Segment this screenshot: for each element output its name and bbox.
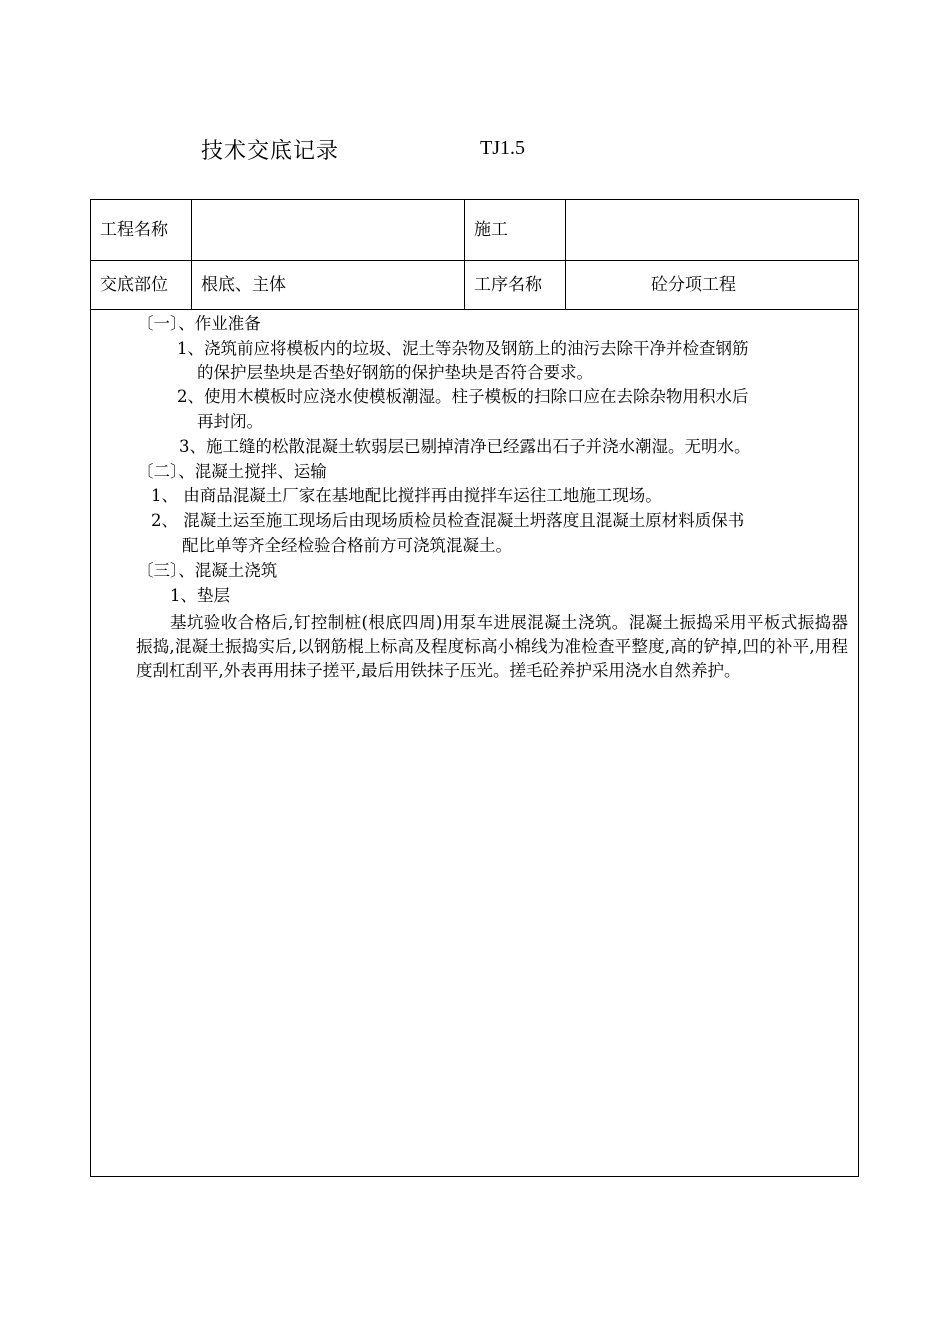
row-divider-2	[91, 309, 858, 310]
content-line: 2、 混凝土运至施工现场后由现场质检员检查混凝土坍落度且混凝土原材料质保书	[151, 511, 745, 530]
subsection-heading: 1、垫层	[170, 586, 230, 605]
content-line: 3、施工缝的松散混凝土软弱层已剔掉清净已经露出石子并浇水潮湿。无明水。	[179, 437, 751, 456]
briefing-part-label: 交底部位	[100, 275, 168, 295]
content-line: 的保护层垫块是否垫好钢筋的保护垫块是否符合要求。	[197, 363, 593, 382]
briefing-part-value: 根底、主体	[201, 275, 286, 295]
content-line: 配比单等齐全经检验合格前方可浇筑混凝土。	[182, 536, 512, 555]
section-heading-2: 〔二〕、混凝土搅拌、运输	[137, 462, 327, 481]
record-table	[90, 199, 859, 1177]
project-name-label: 工程名称	[100, 220, 168, 240]
cushion-layer-paragraph: 基坑验收合格后,钉控制桩(根底四周)用泵车进展混凝土浇筑。混凝土振捣采用平板式振捣器振捣,混凝土振捣实后,以钢筋棍上标高及程度标高小棉线为准检查平整度,高的铲掉,凹的补平,用程度刮杠刮平,外表再用抹子搓平,最后用铁抹子压光。搓毛砼养护采用浇水自然养护。	[136, 613, 848, 680]
construction-label: 施工	[474, 220, 508, 240]
col-divider-2	[464, 200, 465, 309]
content-line: 1、 由商品混凝土厂家在基地配比搅拌再由搅拌车运往工地施工现场。	[151, 486, 662, 505]
document-code: TJ1.5	[480, 137, 525, 159]
row-divider-1	[91, 260, 858, 261]
process-name-label: 工序名称	[474, 275, 542, 295]
process-name-value: 砼分项工程	[651, 275, 736, 295]
col-divider-3	[565, 200, 566, 309]
content-line: 2、使用木模板时应浇水使模板潮湿。柱子模板的扫除口应在去除杂物用积水后	[177, 387, 749, 406]
col-divider-1	[191, 200, 192, 309]
content-line: 再封闭。	[197, 412, 263, 431]
document-title: 技术交底记录	[201, 139, 340, 164]
content-line: 1、浇筑前应将模板内的垃圾、泥土等杂物及钢筋上的油污去除干净并检查钢筋	[177, 339, 749, 358]
section-heading-3: 〔三〕、混凝土浇筑	[137, 561, 278, 580]
section-heading-1: 〔一〕、作业准备	[137, 314, 261, 333]
